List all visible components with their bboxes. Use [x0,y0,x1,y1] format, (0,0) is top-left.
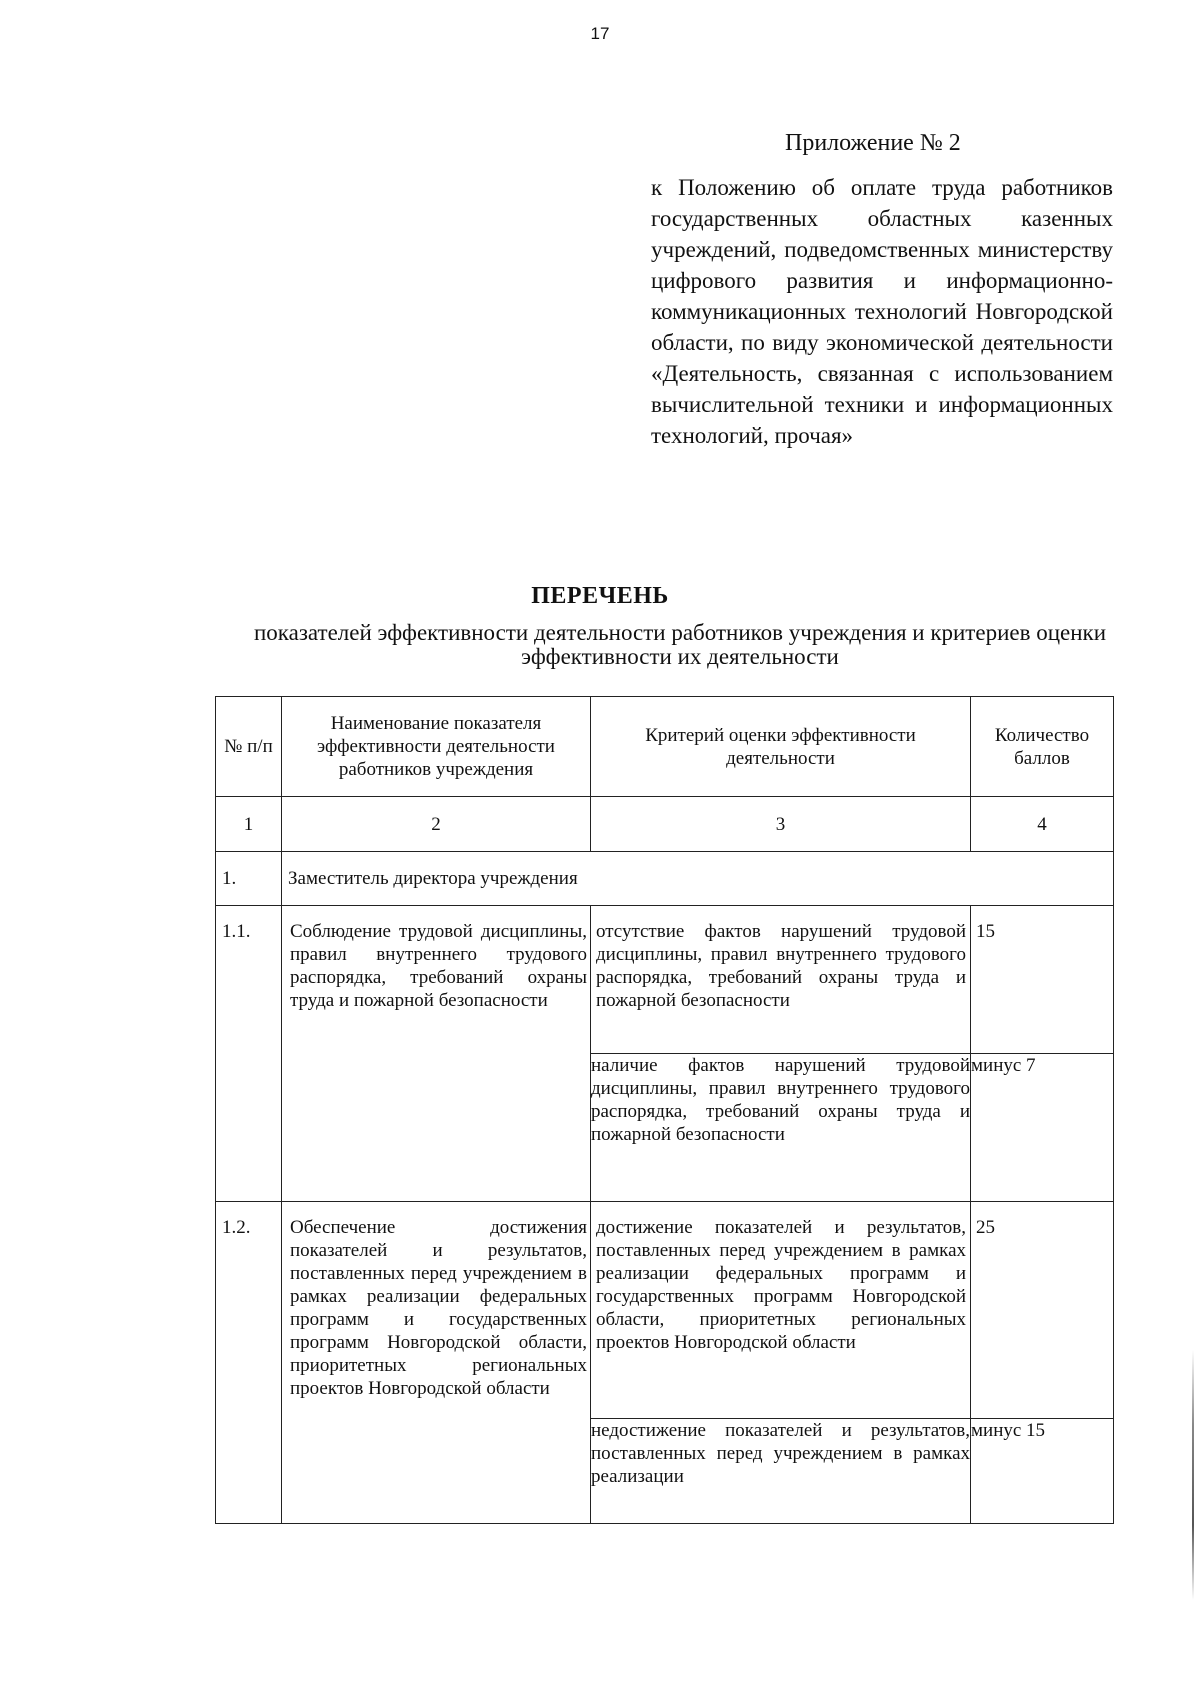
list-subtitle: показателей эффективности деятельности работников учреждения и критериев оценки эффективности их деятельности [253,620,1107,669]
column-number-1: 1 [216,797,282,852]
row-number: 1.1. [216,906,282,1202]
column-number-4: 4 [971,797,1114,852]
header-indicator: Наименование показателя эффективности деятельности работников учреждения [282,697,591,797]
header-criterion: Критерий оценки эффективности деятельности [591,697,971,797]
column-number-3: 3 [591,797,971,852]
points-cell: минус 7 [971,1054,1114,1202]
criterion-cell: недостижение показателей и результатов, поставленных перед учреждением в рамках реализации [591,1419,971,1524]
list-heading: ПЕРЕЧЕНЬ [531,583,669,609]
table-header-row [216,697,1114,797]
page-number: 17 [590,24,610,43]
criteria-table [215,696,1114,1524]
column-number-2: 2 [282,797,591,852]
section-number: 1. [216,852,282,906]
section-title: Заместитель директора учреждения [282,852,1114,906]
column-numbering-row [216,797,1114,852]
indicator-cell: Обеспечение достижения показателей и результатов, поставленных перед учреждением в рамках реализации федеральных программ и государственных программ Новгородской области, приоритетных региональных проектов Новгородской области [282,1202,591,1524]
scan-edge-mark [1192,1350,1194,1600]
points-cell: 25 [971,1202,1114,1419]
header-points: Количество баллов [971,697,1114,797]
criterion-cell: отсутствие фактов нарушений трудовой дисциплины, правил внутреннего трудового распорядка, требований охраны труда и пожарной безопасности [591,906,971,1054]
criterion-cell: достижение показателей и результатов, поставленных перед учреждением в рамках реализации федеральных программ и государственных программ Новгородской области, приоритетных региональных проектов Новгородской области [591,1202,971,1419]
appendix-title: Приложение № 2 [785,130,961,156]
indicator-cell: Соблюдение трудовой дисциплины, правил внутреннего трудового распорядка, требований охраны труда и пожарной безопасности [282,906,591,1202]
points-cell: минус 15 [971,1419,1114,1524]
section-row [216,852,1114,906]
row-number: 1.2. [216,1202,282,1524]
points-cell: 15 [971,906,1114,1054]
criterion-cell: наличие фактов нарушений трудовой дисциплины, правил внутреннего трудового распорядка, требований охраны труда и пожарной безопасности [591,1054,971,1202]
header-number: № п/п [216,697,282,797]
table-row [216,906,1114,1054]
appendix-reference: к Положению об оплате труда работников государственных областных казенных учреждений, подведомственных министерству цифрового развития и информационно-коммуникационных технологий Новгородской области, по виду экономической деятельности «Деятельность, связанная с использованием вычислительной техники и информационных технологий, прочая» [651,175,1113,448]
table-row [216,1202,1114,1419]
